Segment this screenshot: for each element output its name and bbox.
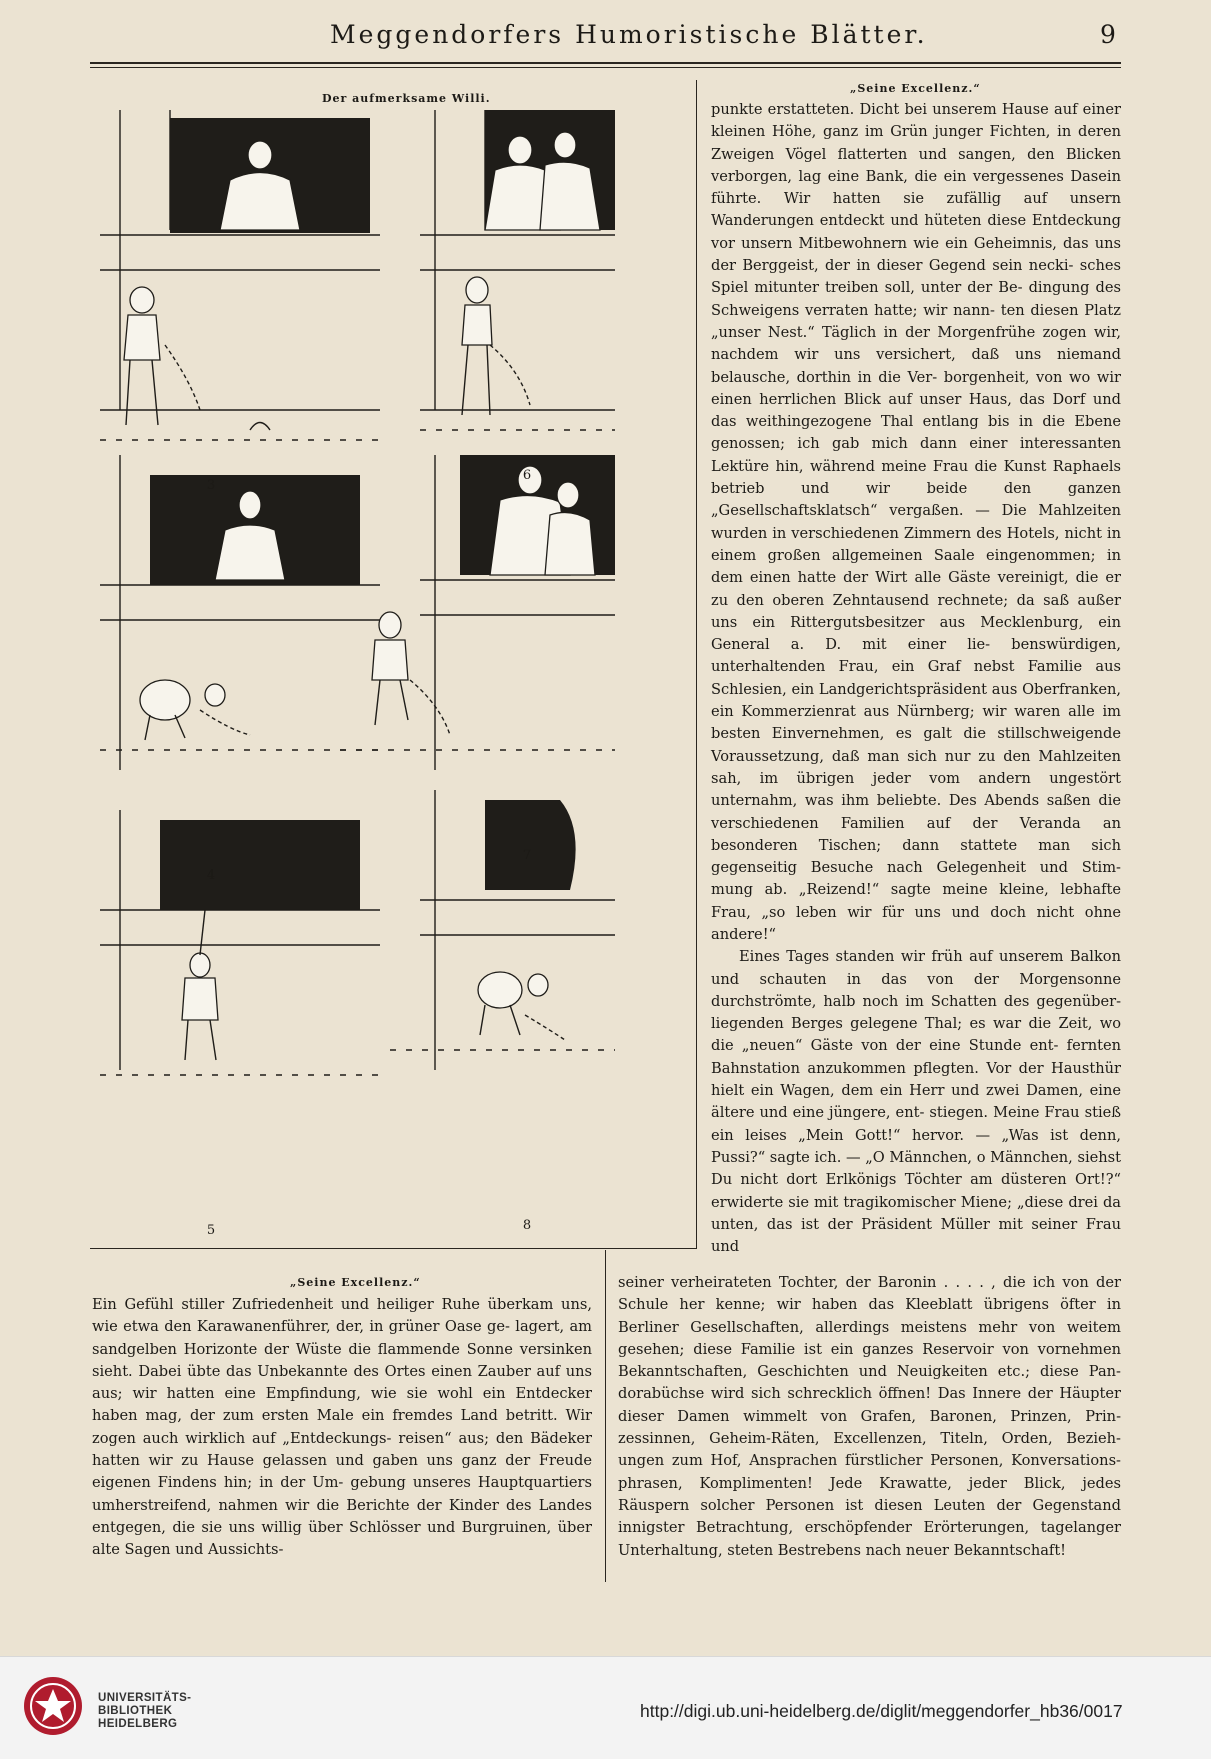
comic-panel-8 bbox=[390, 790, 615, 1070]
story-title-right: „Seine Excellenz.“ bbox=[850, 82, 981, 95]
bottom-column-divider bbox=[605, 1250, 606, 1582]
story-right-bottom-column bbox=[618, 1272, 1121, 1562]
comic-panel-4 bbox=[100, 455, 380, 770]
panel-number-6: 6 bbox=[522, 468, 532, 483]
story-left-paragraph: Ein Gefühl stiller Zufriedenheit und heiliger Ruhe überkam uns, wie etwa den Karawanenführer, der, in grüner Oase ge- lagert, am sandgelben Horizonte der Wüste die flammende Sonne versinken sieht. Dabei übte das Unbekannte des Ortes einen Zauber auf uns aus; wir hatten eine Empfindung, wie sie wohl ein Entdecker haben mag, der zum ersten Male ein fremdes Land betritt. Wir zogen auch wirklich auf „Entdeckungs- reisen“ aus; den Bädeker hatten wir zu Hause gelassen und gaben uns ganz der Freude eigenen Findens hin; in der Um- gebung unseres Hauptquartiers umherstreifend, nahmen wir die Berichte der Kinder des Landes entgegen, die sie uns willig über Schlösser und Burgruinen, über alte Sagen und Aussichts- bbox=[92, 1296, 592, 1559]
column-divider bbox=[696, 80, 697, 1248]
story-right-column bbox=[711, 99, 1121, 1258]
story-right-bottom-paragraph: seiner verheirateten Tochter, der Baronin . . . . , die ich von der Schule her kenne; wir haben das Kleeblatt übrigens öfter in Berliner Gesellschaften, allerdings meistens mehr von weitem gesehen; diese Familie ist ein ganzes Reservoir von vornehmen Bekanntschaften, Geschichten und Neuigkeiten etc.; diese Pan- dorabüchse wird sich schrecklich öffnen! Das Innere der Häupter dieser Damen wimmelt von Grafen, Baronen, Prinzen, Prin- zessinnen, Geheim-Räten, Excellenzen, Titeln, Orden, Bezieh- ungen zum Hof, Ansprachen fürstlicher Personen, Konversations- phrasen, Komplimenten! Jede Krawatte, jeder Blick, jedes Räuspern solcher Personen ist diesen Leuten der Gegenstand innigster Betrachtung, erschöpfender Erörterungen, tagelanger Unterhaltung, steten Bestrebens nach neuer Bekanntschaft! bbox=[618, 1274, 1121, 1559]
source-url-link[interactable]: http://digi.ub.uni-heidelberg.de/diglit/meggendorfer_hb36/0017 bbox=[640, 1701, 1123, 1721]
panel-number-7: 7 bbox=[522, 848, 532, 863]
header-rule-thin bbox=[90, 67, 1121, 68]
story-left-column bbox=[92, 1294, 592, 1562]
story-paragraph-1: punkte erstatteten. Dicht bei unserem Hause auf einer kleinen Höhe, ganz im Grün junger Fichten, in deren Zweigen Vögel flatterten und sangen, den Blicken verborgen, lag eine Bank, die ein vergessenes Dasein führte. Wir hatten sie zufällig auf unsern Wanderungen entdeckt und hüteten diese Entdeckung vor unsern Mitbewohnern wie ein Geheimnis, das uns der Berggeist, der in dieser Gegend sein necki- sches Spiel mitunter treiben soll, unter der Be- dingung des Schweigens verraten hatte; wir nann- ten diesen Platz „unser Nest.“ Täglich in der Morgenfrühe zogen wir, nachdem wir uns versichert, daß uns niemand belausche, dorthin in die Ver- borgenheit, von wo wir einen herrlichen Blick auf unser Haus, das Dorf und das weithingezogene Thal entlang bis in die Ebene genossen; ich gab mich dann einer interessanten Lektüre hin, während meine Frau die Kunst Raphaels betrieb und wir beide den ganzen „Gesellschaftsklatsch“ vergaßen. — Die Mahlzeiten wurden in verschiedenen Zimmern des Hotels, nicht in einem großen allgemeinen Saale eingenommen; in dem einen hatte der Wirt alle Gäste vereinigt, die er zu den oberen Zehntausend rechnete; da saß außer uns ein Rittergutsbesitzer aus Mecklenburg, ein General a. D. mit einer lie- benswürdigen, unterhaltenden Frau, ein Graf nebst Familie aus Schlesien, ein Landgerichtspräsident aus Oberfranken, ein Kommerzienrat aus Nürnberg; wir waren alle im besten Einvernehmen, es galt die stillschweigende Voraussetzung, daß man sich nur zu den Mahlzeiten sah, im übrigen jeder vom andern ungestört unternahm, was ihm beliebte. Des Abends saßen die verschiedenen Familien auf der Veranda an besonderen Tischen; dann stattete man sich gegenseitig Besuche nach Gelegenheit und Stim- mung ab. „Reizend!“ sagte meine kleine, lebhafte Frau, „so leben wir für uns und doch nicht ohne andere!“ bbox=[711, 101, 1121, 943]
panel-number-4: 4 bbox=[206, 868, 216, 883]
university-seal-logo bbox=[22, 1675, 84, 1737]
comic-panel-3 bbox=[100, 110, 380, 440]
library-footer bbox=[0, 1656, 1211, 1759]
page-number: 9 bbox=[1100, 20, 1116, 49]
running-title: Meggendorfers Humoristische Blätter. bbox=[330, 20, 928, 49]
comic-panel-5 bbox=[100, 810, 380, 1075]
story-paragraph-2: Eines Tages standen wir früh auf unserem Balkon und schauten in das von der Morgensonne durchströmte, halb noch im Schatten des gegenüber- liegenden Berges gelegene Thal; es war die Zeit, wo die „neuen“ Gäste von der eine Stunde ent- fernten Bahnstation anzukommen pflegten. Vor der Hausthür hielt ein Wagen, dem ein Herr und zwei Damen, eine ältere und eine jüngere, ent- stiegen. Meine Frau stieß ein leises „Mein Gott!“ hervor. — „Was ist denn, Pussi?“ sagte ich. — „O Männchen, o Männchen, siehst Du nicht dort Erlkönigs Töchter am düsteren Ort!?“ erwiderte sie mit tragikomischer Miene; „diese drei da unten, das ist der Präsident Müller mit seiner Frau und bbox=[711, 948, 1122, 1256]
story-title-left: „Seine Excellenz.“ bbox=[290, 1276, 421, 1289]
comic-panel-7 bbox=[340, 455, 615, 770]
library-name bbox=[98, 1692, 191, 1731]
panel-number-5: 5 bbox=[206, 1223, 216, 1238]
panel-number-3: 3 bbox=[206, 478, 216, 493]
panel-number-8: 8 bbox=[522, 1218, 532, 1233]
section-divider bbox=[90, 1248, 697, 1249]
comic-title: Der aufmerksame Willi. bbox=[322, 92, 491, 105]
library-name-line-3: HEIDELBERG bbox=[98, 1718, 178, 1730]
library-name-line-1: UNIVERSITÄTS- bbox=[98, 1692, 192, 1704]
comic-strip bbox=[90, 110, 690, 1245]
comic-panel-6 bbox=[420, 110, 615, 430]
library-name-line-2: BIBLIOTHEK bbox=[98, 1705, 173, 1717]
header-rule-thick bbox=[90, 62, 1121, 64]
